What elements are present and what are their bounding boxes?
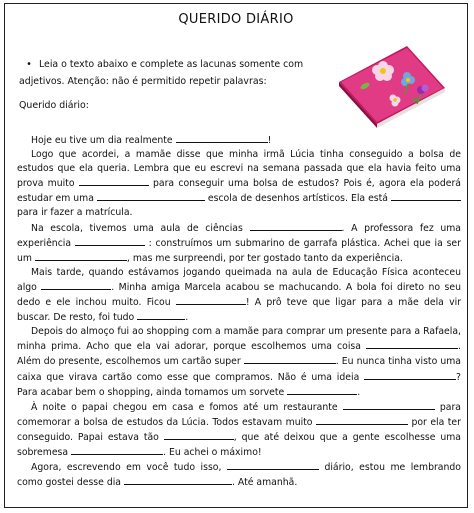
paragraph-4 — [17, 266, 461, 325]
blank-line — [79, 176, 149, 186]
page-title: QUERIDO DIÁRIO — [178, 12, 294, 27]
text-segment: Agora, escrevendo em você tudo isso, — [31, 462, 222, 474]
text-segment: para ir fazer a matrícula. — [17, 207, 133, 219]
text-segment: À noite o papai chegou em casa e fomos até um restaurante — [31, 401, 338, 413]
instructions-text: Leia o texto abaixo e complete as lacunas somente com adjetivos. Atenção: não é permitido repetir palavras: — [19, 59, 304, 87]
text-segment: escola de desenhos artísticos. Ela está — [207, 193, 388, 205]
text-segment: ? Para acabar bem o shopping, ainda tomamos um sorvete — [17, 371, 461, 398]
blank-line — [244, 354, 336, 364]
blank-line — [364, 370, 456, 380]
text-segment: para comemorar a bolsa de estudos da Lúcia. Todos estavam muito — [17, 401, 461, 428]
text-segment: Mais tarde, quando estávamos jogando queimada na aula de Educação Física aconteceu algo — [17, 266, 461, 293]
blank-line — [164, 430, 234, 440]
text-segment: diário, estou me lembrando como gostei desse dia — [17, 462, 461, 489]
text-segment: : construímos um submarino de garrafa plástica. Achei que ia ser um — [17, 237, 461, 264]
paragraph-5 — [17, 325, 461, 399]
diary-book-illustration — [333, 42, 451, 128]
text-segment: Na escola, tivemos uma aula de ciências — [31, 222, 243, 234]
blank-line — [97, 191, 205, 201]
diary-text — [17, 133, 461, 490]
paragraph-1 — [17, 133, 461, 148]
blank-line — [250, 221, 342, 231]
blank-line — [75, 236, 145, 246]
text-segment: Hoje eu tive um dia realmente — [31, 135, 173, 146]
text-segment: . Minha amiga Marcela acabou se machucando. A bola foi direto no seu dedo e ele inchou muito. Ficou — [17, 281, 461, 309]
blank-line — [366, 339, 458, 349]
bullet-icon: • — [26, 59, 32, 70]
text-segment: , mas me surpreendi, por ter gostado tanto da experiência. — [126, 252, 403, 264]
blank-line — [41, 280, 111, 290]
text-segment: por ela ter conseguido. Papai estava tão — [17, 416, 461, 443]
text-segment: . A professora fez uma experiência — [17, 222, 462, 249]
blank-line — [137, 310, 185, 320]
text-segment: . Além do presente, escolhemos um cartão super — [17, 341, 461, 368]
blank-line — [176, 133, 268, 143]
blank-line — [316, 415, 408, 425]
blank-line — [35, 251, 127, 261]
text-segment: . Eu achei o máximo! — [163, 446, 262, 458]
paragraph-6 — [17, 400, 461, 460]
paragraph-2 — [17, 148, 461, 220]
blank-line — [343, 400, 435, 410]
instructions — [19, 56, 319, 90]
blank-line — [124, 475, 232, 485]
blank-line — [176, 295, 246, 305]
greeting: Querido diário: — [19, 100, 89, 111]
text-segment: Depois do almoço fui ao shopping com a mamãe para comprar um presente para a Rafaela, minha prima. Acho que ela vai adorar, porque escolhemos uma coisa — [17, 326, 461, 353]
text-segment: , que até deixou que a gente escolhesse uma sobremesa — [17, 431, 461, 458]
text-segment: para conseguir uma bolsa de estudos? Pois é, agora ela poderá estudar em uma — [17, 178, 461, 205]
paragraph-7 — [17, 460, 461, 490]
text-segment: ! — [267, 135, 272, 146]
text-segment: . — [185, 312, 189, 324]
paragraph-3 — [17, 221, 461, 266]
text-segment: . Eu nunca tinha visto uma caixa que virava cartão como esse que compramos. Não é uma ideia — [17, 356, 461, 383]
worksheet-frame — [4, 3, 468, 508]
blank-line — [287, 385, 357, 395]
blank-line — [71, 445, 163, 455]
blank-line — [227, 460, 319, 470]
text-segment: ! A prô teve que ligar para a mãe dela vir buscar. De resto, foi tudo — [17, 297, 461, 324]
text-segment: . Até amanhã. — [231, 477, 298, 489]
text-segment: . — [357, 386, 361, 398]
blank-line — [391, 191, 461, 201]
text-segment: Logo que acordei, a mamãe disse que minha irmã Lúcia tinha conseguido a bolsa de estudos que ela queria. Lembra que eu escrevi na semana passada que ela havia feito uma prova muito — [17, 149, 461, 190]
